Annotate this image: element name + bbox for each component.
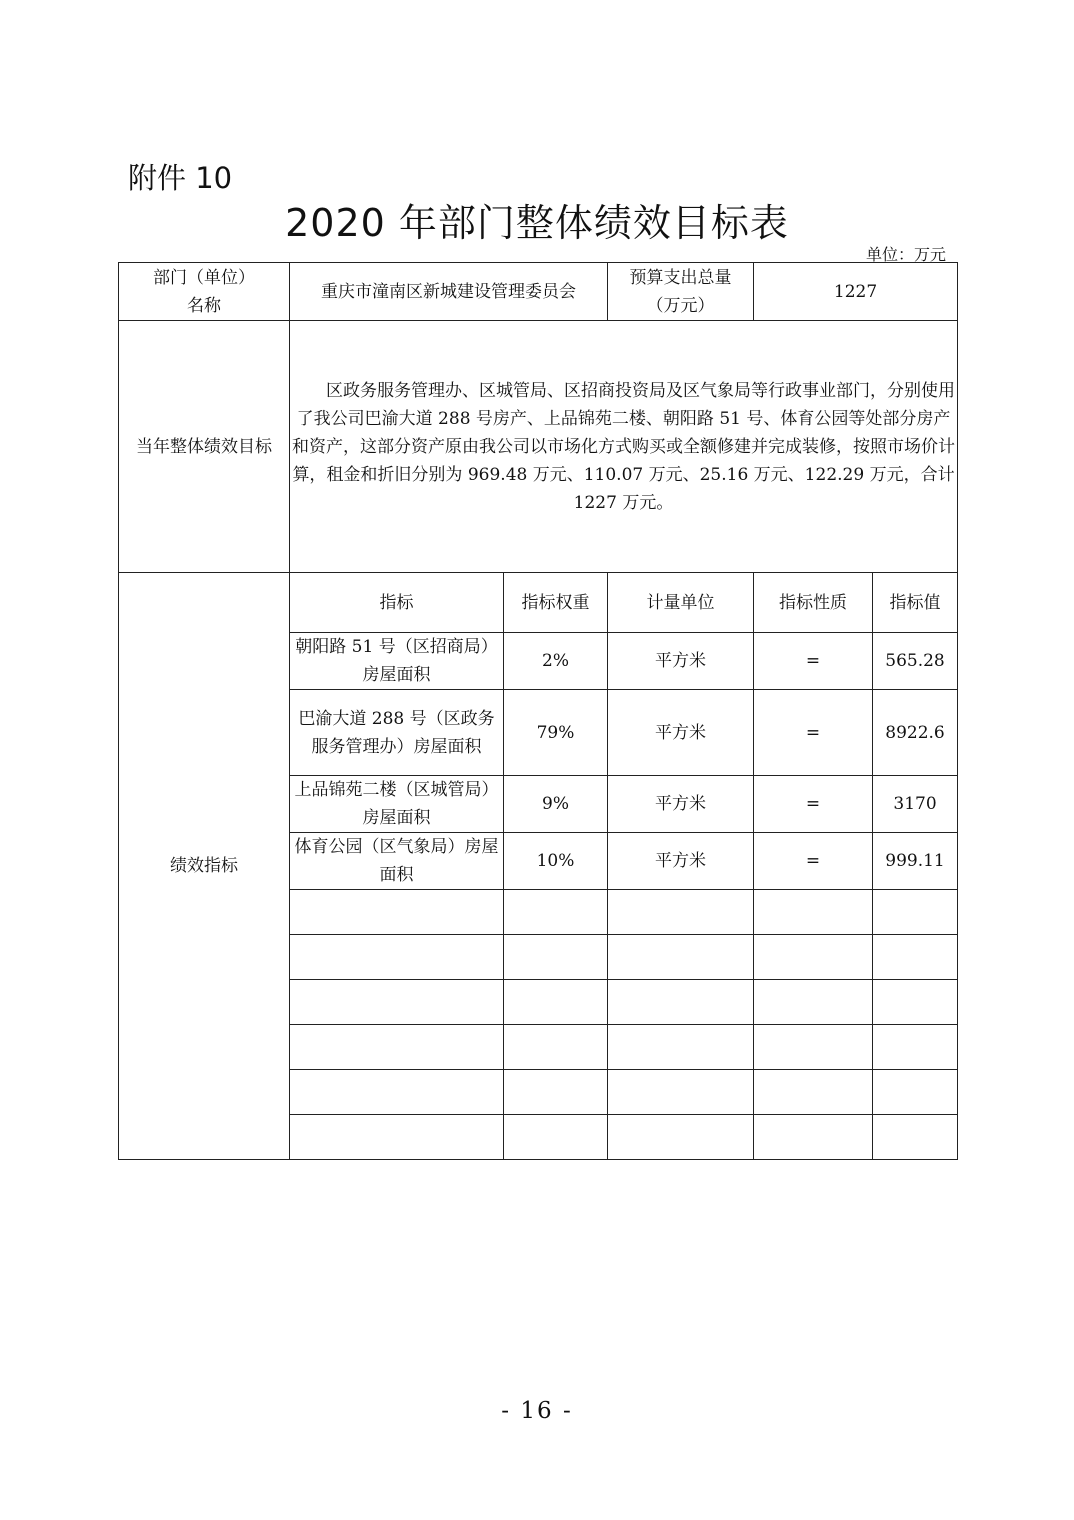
unit-cell: 平方米 <box>608 690 754 776</box>
nature-cell: = <box>754 633 873 690</box>
header-unit: 计量单位 <box>608 573 754 633</box>
empty-cell <box>290 980 504 1025</box>
weight-cell: 2% <box>504 633 608 690</box>
empty-cell <box>504 1025 608 1070</box>
unit-cell: 平方米 <box>608 833 754 890</box>
empty-cell <box>873 980 958 1025</box>
goal-label: 当年整体绩效目标 <box>119 321 290 573</box>
header-indicator: 指标 <box>290 573 504 633</box>
goal-text-cell <box>290 321 958 573</box>
goal-row <box>119 321 958 573</box>
empty-cell <box>873 890 958 935</box>
indicator-cell: 体育公园（区气象局）房屋面积 <box>290 833 504 890</box>
unit-note: 单位：万元 <box>866 245 947 264</box>
nature-cell: = <box>754 690 873 776</box>
empty-cell <box>608 980 754 1025</box>
empty-cell <box>504 980 608 1025</box>
indicator-cell: 朝阳路 51 号（区招商局）房屋面积 <box>290 633 504 690</box>
empty-cell <box>290 1070 504 1115</box>
weight-cell: 10% <box>504 833 608 890</box>
empty-cell <box>504 1115 608 1160</box>
header-weight: 指标权重 <box>504 573 608 633</box>
empty-cell <box>608 890 754 935</box>
empty-cell <box>608 935 754 980</box>
empty-cell <box>754 980 873 1025</box>
empty-cell <box>608 1025 754 1070</box>
indicator-section-label: 绩效指标 <box>119 573 290 1160</box>
page-title: 2020 年部门整体绩效目标表 <box>285 201 789 245</box>
empty-cell <box>290 1115 504 1160</box>
empty-cell <box>754 1025 873 1070</box>
empty-cell <box>754 1115 873 1160</box>
empty-cell <box>873 935 958 980</box>
budget-label-line1: 预算支出总量 <box>629 267 732 288</box>
empty-cell <box>504 935 608 980</box>
dept-label-cell <box>119 263 290 321</box>
goal-text: 区政务服务管理办、区城管局、区招商投资局及区气象局等行政事业部门，分别使用了我公司巴渝大道 288 号房产、上品锦苑二楼、朝阳路 51 号、体育公园等处部分房产和资产，这部分资产原由我公司以市场化方式购买或全额修建并完成装修，按照市场价计算，租金和折旧分别为 969.48 万元、110.07 万元、25.16 万元、122.29 万元，合计 1227 万元。 <box>292 380 955 513</box>
empty-cell <box>873 1025 958 1070</box>
page-number: - 16 - <box>501 1398 573 1424</box>
annex-label: 附件 10 <box>128 161 233 195</box>
weight-cell: 79% <box>504 690 608 776</box>
budget-label-line2: （万元） <box>646 295 715 316</box>
indicator-cell: 巴渝大道 288 号（区政务服务管理办）房屋面积 <box>290 690 504 776</box>
empty-cell <box>504 1070 608 1115</box>
unit-cell: 平方米 <box>608 776 754 833</box>
budget-label-cell <box>608 263 754 321</box>
performance-target-table <box>118 262 958 1160</box>
empty-cell <box>754 1070 873 1115</box>
empty-cell <box>873 1070 958 1115</box>
empty-cell <box>290 890 504 935</box>
value-cell: 3170 <box>873 776 958 833</box>
empty-cell <box>290 935 504 980</box>
dept-row <box>119 263 958 321</box>
empty-cell <box>873 1115 958 1160</box>
indicator-cell: 上品锦苑二楼（区城管局）房屋面积 <box>290 776 504 833</box>
value-cell: 565.28 <box>873 633 958 690</box>
empty-cell <box>504 890 608 935</box>
nature-cell: = <box>754 833 873 890</box>
dept-label-line2: 名称 <box>187 295 221 316</box>
dept-label-line1: 部门（单位） <box>153 267 255 288</box>
weight-cell: 9% <box>504 776 608 833</box>
empty-cell <box>608 1115 754 1160</box>
budget-value: 1227 <box>754 263 958 321</box>
value-cell: 8922.6 <box>873 690 958 776</box>
header-value: 指标值 <box>873 573 958 633</box>
indicator-header-row <box>119 573 958 633</box>
empty-cell <box>608 1070 754 1115</box>
empty-cell <box>754 890 873 935</box>
empty-cell <box>290 1025 504 1070</box>
nature-cell: = <box>754 776 873 833</box>
empty-cell <box>754 935 873 980</box>
header-nature: 指标性质 <box>754 573 873 633</box>
value-cell: 999.11 <box>873 833 958 890</box>
dept-name: 重庆市潼南区新城建设管理委员会 <box>290 263 608 321</box>
unit-cell: 平方米 <box>608 633 754 690</box>
